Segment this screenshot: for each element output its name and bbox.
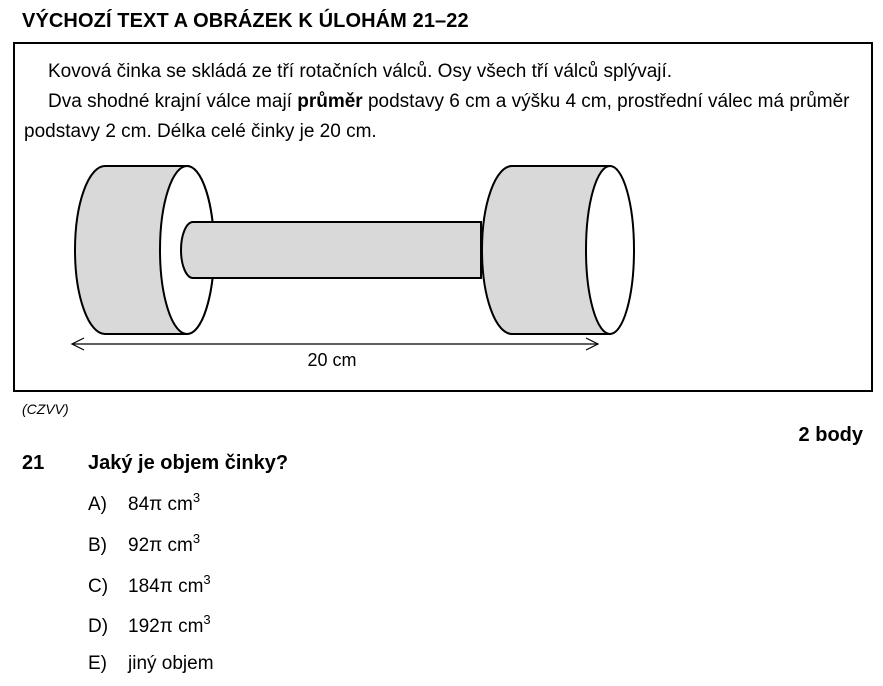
unit: cm bbox=[178, 616, 204, 637]
option-value: 192π bbox=[128, 616, 173, 637]
option-value: 184π bbox=[128, 576, 173, 597]
option-e[interactable] bbox=[88, 653, 214, 675]
middle-bar bbox=[181, 222, 481, 278]
intro-paragraph-1: Kovová činka se skládá ze tří rotačních válců. Osy všech tří válců splývají. bbox=[48, 61, 673, 82]
dimension-label: 20 cm bbox=[307, 350, 357, 370]
option-a[interactable] bbox=[88, 490, 200, 516]
option-letter: C) bbox=[88, 576, 109, 597]
intro-bold-word: průměr bbox=[297, 91, 363, 112]
option-letter: A) bbox=[88, 494, 107, 515]
intro-text-b: podstavy 6 cm a výšku 4 cm, prostřední válec má průměr podstavy 2 cm. Délka celé činky je 20 cm. bbox=[24, 91, 850, 142]
unit: cm bbox=[178, 576, 204, 597]
dimension-arrow bbox=[72, 338, 598, 350]
option-value: jiný objem bbox=[128, 653, 214, 674]
right-weight bbox=[482, 166, 634, 334]
option-value: 84π bbox=[128, 494, 163, 515]
option-letter: D) bbox=[88, 616, 109, 637]
option-letter: E) bbox=[88, 653, 107, 674]
unit-power: 3 bbox=[192, 531, 201, 546]
question-text: Jaký je objem činky? bbox=[88, 452, 289, 474]
question-number: 21 bbox=[22, 452, 45, 474]
option-value: 92π bbox=[128, 535, 163, 556]
option-c[interactable] bbox=[88, 572, 211, 598]
option-d[interactable] bbox=[88, 612, 211, 638]
source-note: (CZVV) bbox=[22, 401, 69, 417]
option-b[interactable] bbox=[88, 531, 200, 557]
section-heading: VÝCHOZÍ TEXT A OBRÁZEK K ÚLOHÁM 21–22 bbox=[22, 10, 469, 32]
intro-text-a: Dva shodné krajní válce mají bbox=[48, 91, 298, 112]
unit: cm bbox=[167, 535, 193, 556]
unit-power: 3 bbox=[203, 572, 211, 587]
unit-power: 3 bbox=[192, 490, 201, 505]
intro-box bbox=[13, 42, 873, 392]
dumbbell-figure bbox=[15, 44, 871, 390]
option-letter: B) bbox=[88, 535, 107, 556]
unit-power: 3 bbox=[203, 612, 211, 627]
points-label: 2 body bbox=[798, 424, 863, 446]
unit: cm bbox=[167, 494, 193, 515]
